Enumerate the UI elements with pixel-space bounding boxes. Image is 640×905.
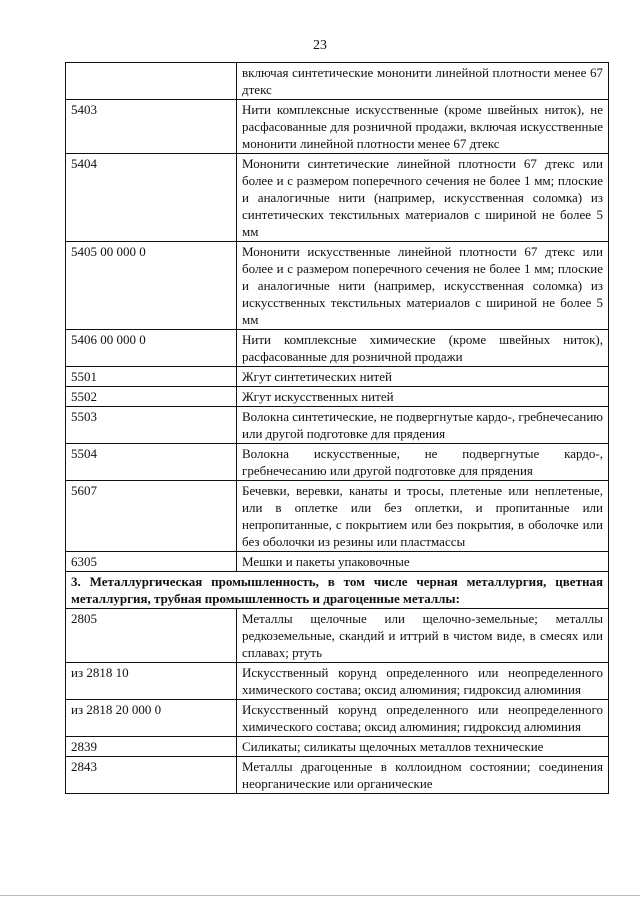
table-row [66, 154, 609, 242]
table-row [66, 444, 609, 481]
description-cell: Мононити искусственные линейной плотности 67 дтекс или более и с размером поперечного сечения не более 1 мм; плоские и аналогичные нити (например, искусственная соломка) из искусственных текстильных материалов с шириной не более 5 мм [237, 242, 609, 330]
code-cell: 2843 [66, 757, 237, 794]
description-cell: Волокна синтетические, не подвергнутые кардо-, гребнечесанию или другой подготовке для прядения [237, 407, 609, 444]
code-cell: 5403 [66, 100, 237, 154]
table-row [66, 757, 609, 794]
code-cell: из 2818 10 [66, 663, 237, 700]
description-cell: Нити комплексные химические (кроме швейных ниток), расфасованные для розничной продажи [237, 330, 609, 367]
code-cell: 2839 [66, 737, 237, 757]
code-cell [66, 63, 237, 100]
code-cell: из 2818 20 000 0 [66, 700, 237, 737]
description-cell: Искусственный корунд определенного или неопределенного химического состава; оксид алюминия; гидроксид алюминия [237, 663, 609, 700]
table-row [66, 387, 609, 407]
scan-edge-line [0, 895, 640, 896]
description-cell: Искусственный корунд определенного или неопределенного химического состава; оксид алюминия; гидроксид алюминия [237, 700, 609, 737]
description-cell: Металлы щелочные или щелочно-земельные; металлы редкоземельные, скандий и иттрий в чистом виде, в смесях или сплавах; ртуть [237, 609, 609, 663]
description-cell: Нити комплексные искусственные (кроме швейных ниток), не расфасованные для розничной продажи, включая искусственные мононити линейной плотности менее 67 дтекс [237, 100, 609, 154]
code-cell: 5502 [66, 387, 237, 407]
code-cell: 5405 00 000 0 [66, 242, 237, 330]
description-cell: Бечевки, веревки, канаты и тросы, плетеные или неплетеные, или в оплетке или без оплетки, и пропитанные или непропитанные, с покрытием или без покрытия, в оболочке или без оболочки из резины или пластмассы [237, 481, 609, 552]
section-heading-row [66, 572, 609, 609]
code-cell: 5504 [66, 444, 237, 481]
description-cell: Мононити синтетические линейной плотности 67 дтекс или более и с размером поперечного сечения не более 1 мм; плоские и аналогичные нити (например, искусственная соломка) из синтетических текстильных материалов с шириной не более 5 мм [237, 154, 609, 242]
description-cell: Жгут искусственных нитей [237, 387, 609, 407]
description-cell: Металлы драгоценные в коллоидном состоянии; соединения неорганические или органические [237, 757, 609, 794]
table-row [66, 63, 609, 100]
page-number: 23 [313, 38, 327, 53]
description-cell: Волокна искусственные, не подвергнутые кардо-, гребнечесанию или другой подготовке для прядения [237, 444, 609, 481]
table-row [66, 407, 609, 444]
description-cell: Мешки и пакеты упаковочные [237, 552, 609, 572]
table-row [66, 609, 609, 663]
tnved-codes-table [65, 62, 609, 794]
code-cell: 5607 [66, 481, 237, 552]
table-row [66, 663, 609, 700]
table-row [66, 100, 609, 154]
table-row [66, 737, 609, 757]
table-row [66, 700, 609, 737]
table-row [66, 481, 609, 552]
section-heading: 3. Металлургическая промышленность, в том числе черная металлургия, цветная металлургия, трубная промышленность и драгоценные металлы: [66, 572, 609, 609]
code-cell: 2805 [66, 609, 237, 663]
code-cell: 6305 [66, 552, 237, 572]
table-row [66, 367, 609, 387]
description-cell: Силикаты; силикаты щелочных металлов технические [237, 737, 609, 757]
description-cell: Жгут синтетических нитей [237, 367, 609, 387]
code-cell: 5406 00 000 0 [66, 330, 237, 367]
table-row [66, 330, 609, 367]
description-cell: включая синтетические мононити линейной плотности менее 67 дтекс [237, 63, 609, 100]
code-cell: 5501 [66, 367, 237, 387]
table-row [66, 552, 609, 572]
code-cell: 5503 [66, 407, 237, 444]
table-row [66, 242, 609, 330]
code-cell: 5404 [66, 154, 237, 242]
